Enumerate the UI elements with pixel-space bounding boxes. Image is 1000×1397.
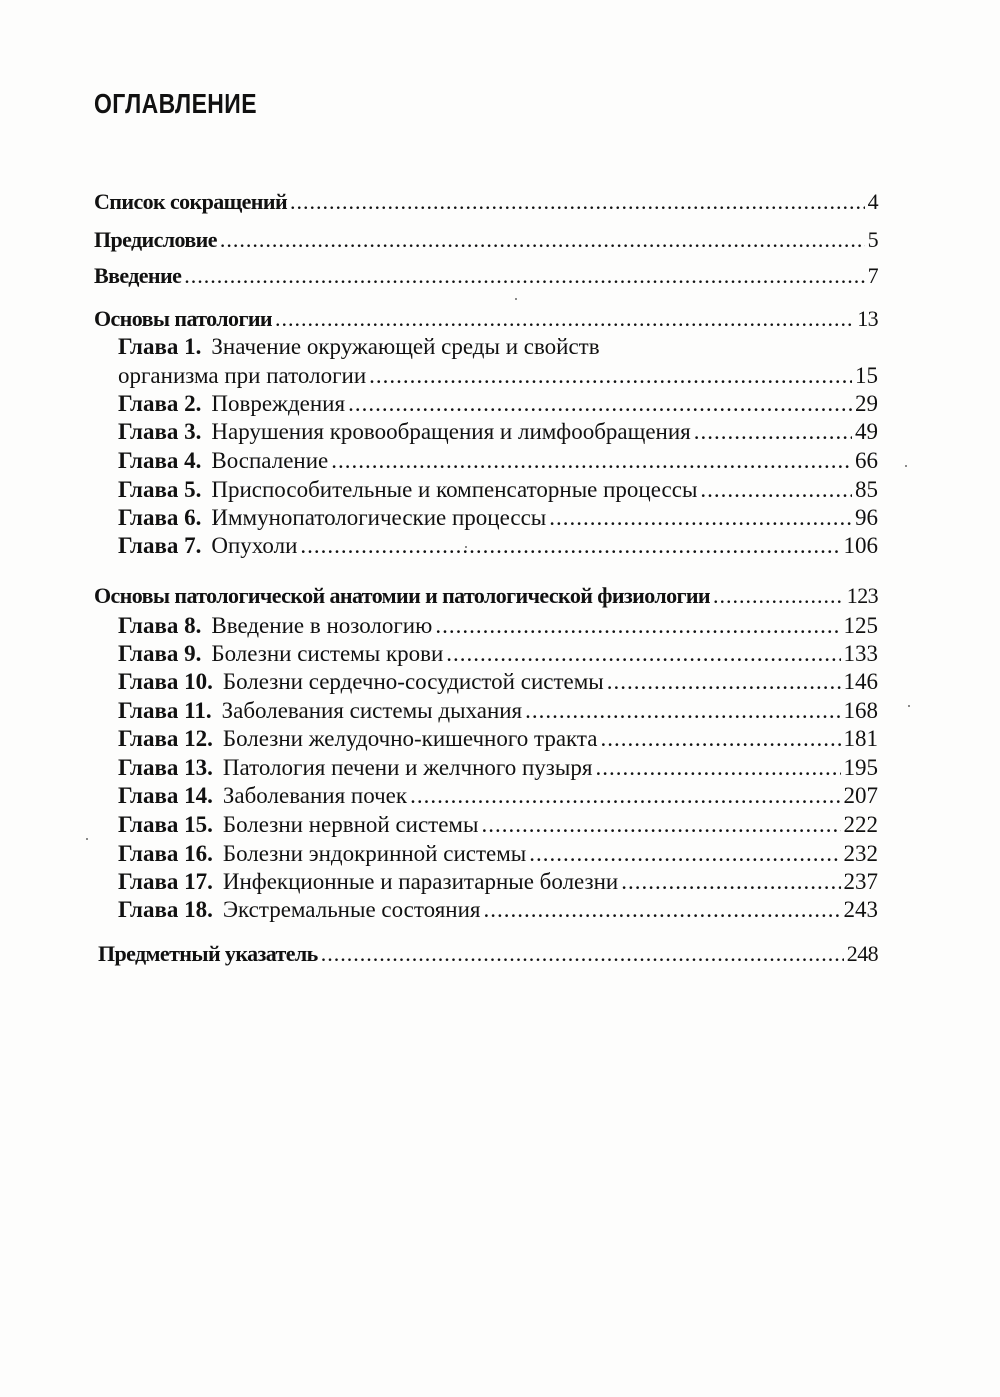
page-number: 96 [855, 505, 878, 530]
page-title: ОГЛАВЛЕНИЕ [94, 88, 257, 119]
chapter-number: Глава 5. [118, 477, 202, 502]
toc-chapter-8[interactable] [118, 612, 878, 640]
chapter-number: Глава 1. [118, 334, 202, 359]
scan-speck [905, 465, 907, 467]
page-number: 195 [843, 755, 878, 780]
chapter-number: Глава 10. [118, 669, 213, 694]
entry-label: Основы патологии [94, 306, 272, 331]
page-number: 5 [867, 227, 878, 252]
entry-label: Болезни сердечно-сосудистой системы [222, 669, 604, 694]
entry-label: Значение окружающей среды и свойств [211, 334, 600, 359]
page-number: 207 [843, 783, 878, 808]
toc-part-1[interactable] [94, 305, 878, 333]
dot-leader [621, 868, 840, 896]
chapter-number: Глава 15. [118, 812, 213, 837]
chapter-number: Глава 16. [118, 841, 213, 866]
dot-leader [290, 188, 865, 216]
entry-label: Воспаление [211, 448, 329, 473]
dot-leader [700, 476, 852, 504]
page-number: 222 [843, 812, 878, 837]
chapter-number: Глава 3. [118, 419, 202, 444]
page-number: 125 [843, 613, 878, 638]
entry-label: Экстремальные состояния [222, 897, 481, 922]
entry-label: Список сокращений [94, 189, 288, 214]
entry-label: Заболевания системы дыхания [221, 698, 523, 723]
entry-label: Приспособительные и компенсаторные процессы [211, 477, 698, 502]
entry-label: Болезни системы крови [211, 641, 444, 666]
page-number: 13 [857, 306, 878, 331]
dot-leader [220, 226, 865, 254]
page-number: 232 [843, 841, 878, 866]
page-number: 66 [855, 448, 878, 473]
toc-chapter-9[interactable] [118, 640, 878, 668]
page-number: 7 [867, 263, 878, 288]
toc-chapter-2[interactable] [118, 390, 878, 418]
entry-label: Инфекционные и паразитарные болезни [222, 869, 619, 894]
toc-chapter-10[interactable] [118, 668, 878, 696]
toc-chapter-1[interactable] [118, 362, 878, 390]
toc-chapter-1-line1[interactable] [118, 333, 878, 361]
toc-chapter-7[interactable] [118, 532, 878, 560]
page-number: 123 [846, 583, 878, 608]
toc-chapter-18[interactable] [118, 896, 878, 924]
chapter-number: Глава 13. [118, 755, 213, 780]
entry-label: Патология печени и желчного пузыря [222, 755, 593, 780]
dot-leader [529, 840, 840, 868]
scan-speck [515, 298, 517, 300]
entry-label: Повреждения [211, 391, 346, 416]
toc-part-2[interactable] [94, 582, 878, 610]
toc-chapter-17[interactable] [118, 868, 878, 896]
entry-label: Основы патологической анатомии и патологической физиологии [94, 583, 711, 608]
dot-leader [435, 612, 840, 640]
chapter-number: Глава 14. [118, 783, 213, 808]
dot-leader [481, 811, 840, 839]
chapter-number: Глава 9. [118, 641, 202, 666]
page-number: 237 [843, 869, 878, 894]
chapter-number: Глава 7. [118, 533, 202, 558]
dot-leader [331, 447, 852, 475]
entry-label: Болезни эндокринной системы [222, 841, 527, 866]
dot-leader [694, 418, 852, 446]
dot-leader [600, 725, 840, 753]
dot-leader [275, 305, 854, 333]
chapter-number: Глава 17. [118, 869, 213, 894]
page-number: 146 [843, 669, 878, 694]
entry-label: Опухоли [211, 533, 298, 558]
page-number: 248 [846, 941, 878, 966]
chapter-number: Глава 8. [118, 613, 202, 638]
toc-entry-abbreviations[interactable] [94, 188, 878, 216]
chapter-number: Глава 4. [118, 448, 202, 473]
chapter-number: Глава 2. [118, 391, 202, 416]
scan-speck [465, 546, 467, 548]
dot-leader [321, 940, 844, 968]
page-number: 29 [855, 391, 878, 416]
page-number: 15 [855, 363, 878, 388]
toc-chapter-4[interactable] [118, 447, 878, 475]
toc-chapter-15[interactable] [118, 811, 878, 839]
chapter-number: Глава 12. [118, 726, 213, 751]
dot-leader [348, 390, 852, 418]
page-number: 4 [867, 189, 878, 214]
page-number: 181 [843, 726, 878, 751]
toc-chapter-16[interactable] [118, 840, 878, 868]
entry-label: Предисловие [94, 227, 217, 252]
entry-label: организма при патологии [118, 363, 367, 388]
dot-leader [525, 697, 840, 725]
dot-leader [446, 640, 840, 668]
toc-chapter-5[interactable] [118, 476, 878, 504]
toc-entry-preface[interactable] [94, 226, 878, 254]
entry-label: Введение в нозологию [211, 613, 433, 638]
chapter-number: Глава 18. [118, 897, 213, 922]
entry-label: Предметный указатель [98, 941, 318, 966]
entry-label: Введение [94, 263, 182, 288]
chapter-number: Глава 11. [118, 698, 212, 723]
toc-chapter-6[interactable] [118, 504, 878, 532]
chapter-number: Глава 6. [118, 505, 202, 530]
dot-leader [549, 504, 852, 532]
toc-entry-introduction[interactable] [94, 262, 878, 290]
page-number: 243 [843, 897, 878, 922]
dot-leader [184, 262, 864, 290]
dot-leader [713, 582, 844, 610]
scan-speck [908, 705, 910, 707]
toc-chapter-14[interactable] [118, 782, 878, 810]
page-number: 168 [843, 698, 878, 723]
dot-leader [595, 754, 840, 782]
page-number: 106 [843, 533, 878, 558]
entry-label: Болезни нервной системы [222, 812, 479, 837]
dot-leader [410, 782, 840, 810]
page-number: 49 [855, 419, 878, 444]
dot-leader [369, 362, 852, 390]
entry-label: Нарушения кровообращения и лимфообращения [211, 419, 691, 444]
toc-chapter-3[interactable] [118, 418, 878, 446]
toc-entry-subject-index[interactable] [98, 940, 878, 968]
dot-leader [607, 668, 841, 696]
toc-chapter-13[interactable] [118, 754, 878, 782]
entry-label: Заболевания почек [222, 783, 408, 808]
entry-label: Иммунопатологические процессы [211, 505, 547, 530]
scan-speck [86, 838, 88, 840]
entry-label: Болезни желудочно-кишечного тракта [222, 726, 598, 751]
dot-leader [300, 532, 840, 560]
dot-leader [483, 896, 840, 924]
page-number: 133 [843, 641, 878, 666]
toc-chapter-12[interactable] [118, 725, 878, 753]
toc-chapter-11[interactable] [118, 697, 878, 725]
page-number: 85 [855, 477, 878, 502]
